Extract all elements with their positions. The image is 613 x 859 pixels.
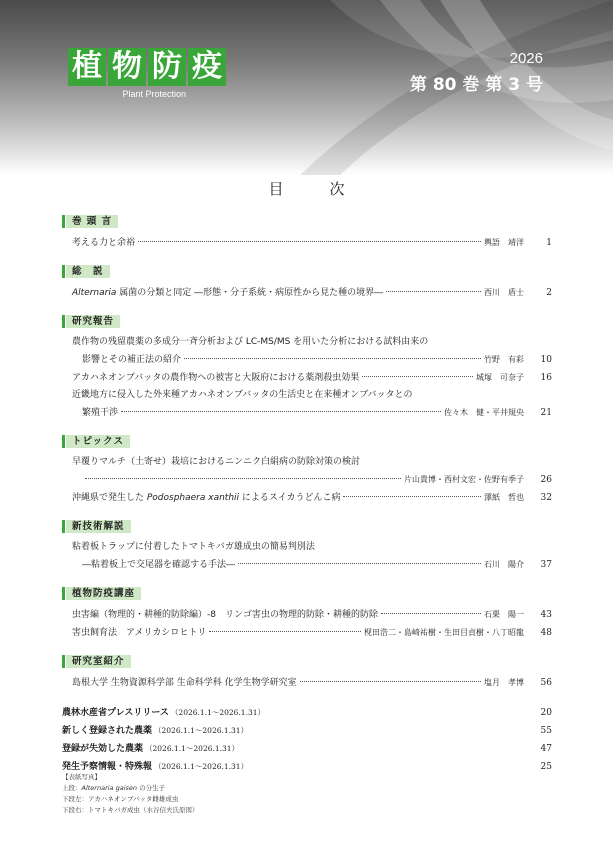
section-marker	[62, 587, 65, 600]
entry-page: 1	[546, 238, 552, 248]
entry-author: 輿語 靖洋	[484, 238, 524, 247]
entry-page: 21	[540, 408, 552, 418]
section-label	[62, 519, 552, 533]
toc-line	[62, 471, 552, 489]
entry-title: Alternaria 属菌の分類と同定 ―形態・分子系統・病原性から見た種の境界―	[72, 288, 384, 298]
toc-line	[62, 606, 552, 624]
toc-entry	[62, 624, 552, 642]
toc-line	[62, 539, 552, 556]
leader-dots	[85, 478, 401, 479]
toc-entry	[62, 606, 552, 624]
italic-term: Podosphaera xanthii	[146, 493, 240, 503]
cover-caption	[62, 772, 199, 816]
entry-title: 早覆りマルチ（土寄せ）栽培におけるニンニク白絹病の防除対策の検討	[72, 457, 361, 467]
toc-entry	[62, 674, 552, 692]
entry-author: 西川 盾士	[484, 288, 524, 297]
toc-section	[62, 654, 552, 692]
misc-date: （2026.1.1～2026.1.31）	[154, 726, 249, 735]
toc-line	[62, 234, 552, 252]
entry-title: 島根大学 生物資源科学部 生命科学科 化学生物学研究室	[72, 678, 297, 688]
misc-title: 発生予察情報・特殊報 （2026.1.1～2026.1.31）	[62, 762, 249, 772]
misc-page: 20	[540, 708, 552, 718]
logo-char: 植	[68, 48, 106, 86]
entry-page: 56	[540, 678, 552, 688]
leader-dots	[184, 358, 481, 359]
entry-author: 片山貴博・西村文宏・佐野有季子	[404, 475, 524, 484]
misc-date: （2026.1.1～2026.1.31）	[145, 744, 240, 753]
misc-item	[62, 704, 552, 722]
entry-author: 城塚 可奈子	[476, 373, 524, 382]
section-label	[62, 264, 552, 278]
magazine-logo	[68, 48, 226, 99]
toc-entry	[62, 539, 552, 574]
section-label-text: 植物防疫講座	[66, 587, 141, 600]
entry-page: 26	[540, 475, 552, 485]
entry-page: 43	[540, 610, 552, 620]
toc-entry	[62, 284, 552, 302]
section-label	[62, 314, 552, 328]
entry-title: 虫害編（物理的・耕種的防除編）-8 リンゴ害虫の物理的防除・耕種的防除	[72, 610, 378, 620]
entry-page: 10	[540, 355, 552, 365]
toc-entry	[62, 234, 552, 252]
caption-heading: 【表紙写真】	[62, 773, 101, 781]
misc-title: 登録が失効した農薬 （2026.1.1～2026.1.31）	[62, 744, 240, 754]
entry-title: ―粘着板上で交尾器を確認する手法―	[82, 560, 236, 570]
issue-info	[410, 50, 543, 95]
entry-author: 竹野 有彩	[484, 355, 524, 364]
section-marker	[62, 265, 65, 278]
leader-dots	[209, 631, 361, 632]
misc-page: 47	[540, 744, 552, 754]
section-label-text: 研究報告	[66, 315, 120, 328]
entry-title: 影響とその補正法の紹介	[82, 355, 182, 365]
toc-line	[62, 556, 552, 574]
toc-entry	[62, 489, 552, 507]
logo-subtitle: Plant Protection	[122, 89, 186, 99]
entry-title: 繁殖干渉	[82, 408, 119, 418]
entry-title: 粘着板トラップに付着したトマトキバガ雄成虫の簡易判別法	[72, 542, 315, 552]
toc-line	[62, 404, 552, 422]
caption-line: 下段左：アカハネオンブバッタ雌雄成虫	[62, 795, 179, 803]
section-marker	[62, 520, 65, 533]
leader-dots	[138, 241, 481, 242]
section-label	[62, 654, 552, 668]
italic-term: Alternaria	[72, 288, 117, 298]
toc-entry	[62, 454, 552, 489]
misc-date: （2026.1.1～2026.1.31）	[154, 762, 249, 771]
toc-line	[62, 387, 552, 404]
entry-title: 考える力と余裕	[72, 238, 136, 248]
toc-entry	[62, 369, 552, 387]
section-marker	[62, 215, 65, 228]
toc-line	[62, 454, 552, 471]
entry-page: 2	[546, 288, 552, 298]
page-title: 目次	[268, 180, 391, 198]
section-marker	[62, 315, 65, 328]
caption-line: 上段：Alternaria gaisen の分生子	[62, 784, 166, 792]
entry-page: 37	[540, 560, 552, 570]
entry-author: 澤紙 哲也	[484, 493, 524, 502]
misc-item	[62, 740, 552, 758]
section-label-text: 巻 頭 言	[66, 215, 118, 228]
logo-char: 疫	[188, 48, 226, 86]
toc-line	[62, 489, 552, 507]
leader-dots	[300, 681, 481, 682]
section-marker	[62, 435, 65, 448]
entry-title: 近畿地方に侵入した外来種アカハネオンブバッタの生活史と在来種オンブバッタとの	[72, 390, 413, 400]
toc-line	[62, 674, 552, 692]
entry-title: アカハネオンブバッタの農作物への被害と大阪府における薬剤殺虫効果	[72, 373, 360, 383]
entry-author: 佐々木 健・平井規央	[444, 408, 524, 417]
leader-dots	[238, 563, 481, 564]
leader-dots	[362, 376, 473, 377]
section-label-text: 総 説	[66, 265, 110, 278]
section-label	[62, 214, 552, 228]
toc-section	[62, 314, 552, 422]
leader-dots	[121, 411, 441, 412]
entry-page: 16	[540, 373, 552, 383]
entry-author: 石川 陽介	[484, 560, 524, 569]
issue-year: 2026	[509, 50, 543, 67]
toc-section	[62, 264, 552, 302]
toc-line	[62, 369, 552, 387]
misc-date: （2026.1.1～2026.1.31）	[170, 708, 265, 717]
toc-line	[62, 624, 552, 642]
toc-section	[62, 586, 552, 642]
misc-list	[62, 704, 552, 776]
toc-line	[62, 351, 552, 369]
toc-section	[62, 519, 552, 574]
section-label	[62, 586, 552, 600]
caption-line: 下段右：トマトキバガ成虫（水谷信夫氏原図）	[62, 806, 199, 814]
section-label-text: 新技術解説	[66, 520, 131, 533]
section-label	[62, 434, 552, 448]
entry-author: 塩月 孝博	[484, 678, 524, 687]
toc-entry	[62, 334, 552, 369]
toc-section	[62, 214, 552, 252]
cover-header	[0, 0, 613, 175]
entry-title: 沖縄県で発生した Podosphaera xanthii によるスイカうどんこ病	[72, 493, 341, 503]
toc-line	[62, 284, 552, 302]
table-of-contents	[62, 214, 552, 776]
misc-title: 新しく登録された農薬 （2026.1.1～2026.1.31）	[62, 726, 249, 736]
misc-page: 25	[540, 762, 552, 772]
leader-dots	[386, 291, 481, 292]
leader-dots	[343, 496, 481, 497]
logo-char: 防	[148, 48, 186, 86]
misc-item	[62, 722, 552, 740]
section-marker	[62, 655, 65, 668]
toc-entry	[62, 387, 552, 422]
entry-page: 48	[540, 628, 552, 638]
toc-section	[62, 434, 552, 507]
entry-page: 32	[540, 493, 552, 503]
logo-char: 物	[108, 48, 146, 86]
entry-title: 農作物の残留農薬の多成分一斉分析および LC-MS/MS を用いた分析における試料由来の	[72, 337, 429, 347]
misc-title: 農林水産省プレスリリース （2026.1.1～2026.1.31）	[62, 708, 265, 718]
issue-number: 第 80 巻 第 3 号	[409, 75, 543, 95]
toc-line	[62, 334, 552, 351]
entry-title: 害虫飼育法 アメリカシロヒトリ	[72, 628, 207, 638]
section-label-text: 研究室紹介	[66, 655, 131, 668]
entry-author: 枧田浩二・島崎祐樹・生田目貞樹・八丁昭龍	[364, 628, 524, 637]
entry-author: 石栗 陽一	[484, 610, 524, 619]
section-label-text: トピックス	[66, 435, 130, 448]
misc-page: 55	[540, 726, 552, 736]
leader-dots	[381, 613, 481, 614]
